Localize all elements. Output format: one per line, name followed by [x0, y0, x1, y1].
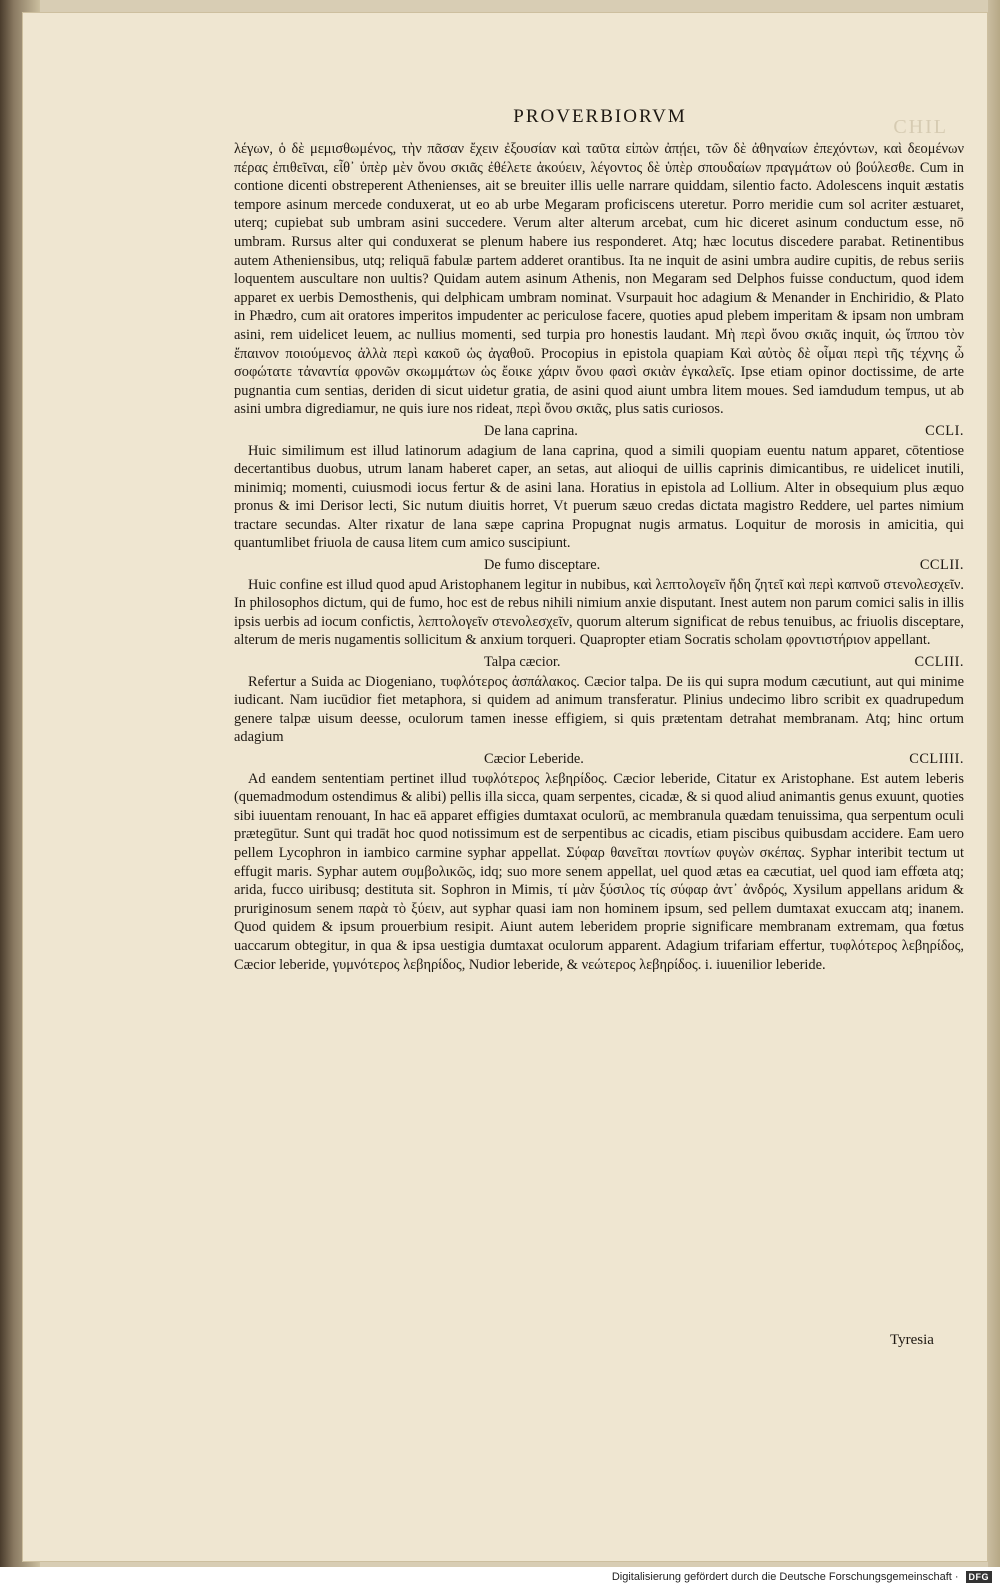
section-heading — [234, 422, 964, 441]
section-text: Refertur a Suida ac Diogeniano, τυφλότερος ἀσπάλακος. Cæcior talpa. De iis qui supra modum cæcutiunt, aut qui minime iudicant. Nam iucūdior fiet metaphora, si quidem ad animum transferatur. Plinius undecimo libro scribit ex quadrupedum genere talpæ uisum deesse, oculorum tamen inesse effigiem, si quis prætentam detrahat membranam. Atq; hinc ortum adagium — [234, 673, 964, 746]
section-number: CCLIIII. — [909, 751, 964, 767]
bleed-through-mark: CHIL — [893, 116, 948, 138]
section-heading — [234, 750, 964, 769]
section-heading — [234, 556, 964, 575]
section-title: De fumo disceptare. — [484, 557, 601, 574]
section-number: CCLI. — [925, 422, 964, 439]
footer-separator: · — [954, 1571, 959, 1583]
section-title: De lana caprina. — [484, 422, 578, 439]
section-title: Talpa cæcior. — [484, 654, 561, 671]
section-heading — [234, 653, 964, 672]
footer-credit: Digitalisierung gefördert durch die Deutsche Forschungsgemeinschaft — [611, 1571, 952, 1583]
section-text: Ad eandem sententiam pertinet illud τυφλότερος λεβηρίδος. Cæcior leberide, Citatur ex Aristophane. Est autem leberis (quemadmodum ostendimus & alibi) pellis illa sicca, quam serpentes, cicadæ, & si quod aliud animantis genus exuunt, quoties sibi iuuentam renouant, In hac eā apparet effigies dumtaxat oculorū, ac membranula quædam tenuissima, qua serpentum oculi prætegūtur. Sunt qui tradāt hoc quod notissimum est de serpentibus ac cicadis, etiam piscibus quibusdam accidere. Eam uero pellem Lycophron in iambico carmine syphar appellat. Σύφαρ θανεῖται ποντίων φυγὼν σκέπας. Syphar interibit tectum ut effugit maris. Syphar autem συμβολικῶς, idq; suo more senem appellat, uel quod ætas ea cæcutiat, uel quod iam effœta atq; arida, fucco uiribusq; destituta sit. Sophron in Mimis, τί μὰν ξύσιλος τίς σύφαρ ἀντ᾽ ἀνδρός, Xysilum appellans aridum & pruriginosum senem παρὰ τὸ ξύειν, aut syphar quasi iam non hominem ipsum, sed pellem dumtaxat exuccam atq; inanem. Quod quidem & ipsum prouerbium resipit. Aiunt autem leberidem proprie significare membranam extremam, qua fœtus uaccarum obtegitur, in qua & ipsa uestigia dumtaxat oculorum apparent. Adagium trifariam effertur, τυφλότερος λεβηρίδος, Cæcior leberide, γυμνότερος λεβηρίδος, Nudior leberide, & νεώτερος λεβηρίδος. i. iuuenilior leberide. — [234, 770, 964, 973]
section-number: CCLIII. — [914, 654, 964, 671]
section-number: CCLII. — [919, 557, 964, 574]
paragraph-continued: λέγων, ὁ δὲ μεμισθωμένος, τὴν πᾶσαν ἔχειν ἐξουσίαν καὶ ταῦτα εἰπὼν ἀπῄει, τῶν δὲ ἀθηναίων ἐπεχόντων, καὶ δεομένων πέρας ἐπιθεῖναι, εἶθ᾽ ὑπὲρ μὲν ὄνου σκιᾶς ἐθέλετε ἀκούειν, λέγοντος δὲ ὑπὲρ σπουδαίων πραγμάτων οὐ βούλεσθε. Cum in contione dicenti obstreperent Athenienses, ait se breuiter illis uelle narrare quiddam, silentio facto. Adolescens inquit æstatis tempore asinum mercede conduxerat, ut eo ab urbe Megaram proficiscens uteretur. Porro meridie cum sol acriter æstuaret, uterq; cupiebat sub umbram asini succedere. Verum alter alterum arcebat, cum hic diceret asinum conductum esse, nō umbram. Rursus alter qui conduxerat se plenum habere ius responderet. Atq; hæc locutus discedere parabat. Retinentibus autem Atheniensibus, utq; reliquā fabulæ partem adderet orantibus. Ita ne inquit de asini umbra audire cupitis, de rebus seriis loquentem auscultare non uultis? Quidam autem asinum Athenis, non Megaram sed Delphos fuisse conductum, quod idem apparet ex uerbis Demosthenis, qui delphicam umbram nominat. Vsurpauit hoc adagium & Menander in Enchiridio, & Plato in Phædro, cum ait oratores imperitos impudenter ac periculose facere, quoties apud plebem imperitam & ipsam non umbram asini, rem uidelicet leuem, ac nullius momenti, sed turpia pro honestis laudant. Μὴ περὶ ὄνου σκιᾶς inquit, ὡς ἵππου τὸν ἔπαινον ποιούμενος ἀλλὰ περὶ κακοῦ ὡς ἀγαθοῦ. Procopius in epistola quapiam Καὶ αὐτὸς δὲ οἶμαι περὶ τῆς τέχνης ὦ σοφώτατε τἀναντία φρονῶν σκωμμάτων ὡς ἔοικε χάριν ὄνου φασὶ σκιὰν ἐγκαλεῖς. Ipse etiam opinor doctissime, de arte pugnantia cum sentias, deriden di sicut uidetur gratia, de asini quod aiunt umbra litem moues. Sed iamdudum tempus, ut ab asini umbra digrediamur, ne quis iure nos rideat, περὶ ὄνου σκιᾶς, plus satis curiosos. — [234, 141, 964, 418]
catchword: Tyresia — [890, 1332, 934, 1348]
section-text: Huic confine est illud quod apud Aristophanem legitur in nubibus, καὶ λεπτολογεῖν ἤδη ζητεῖ καὶ περὶ καπνοῦ στενολεσχεῖν. In philosophos dictum, qui de fumo, hoc est de rebus nihili nimium anxie disputant. Inest autem non parum comici salis in illis ipsis uerbis ad iocum confictis, λεπτολογεῖν στενολεσχεῖν, quorum alterum significat de rebus tenuibus, ac friuolis disceptare, alterum de meris nugamentis sollicitum & anxium torqueri. Quapropter etiam Socratis scholam φροντιστήριον appellant. — [234, 576, 964, 649]
book-page — [22, 12, 988, 1562]
dfg-logo-icon: DFG — [966, 1571, 993, 1583]
running-head: PROVERBIORVM — [513, 106, 687, 127]
section-text: Huic similimum est illud latinorum adagium de lana caprina, quod a simili quopiam euentu natum apparet, cōtentiose decertantibus duobus, utrum lanam haberet caper, an setas, aut alioqui de uillis caprinis dimicantibus, re uidelicet inutili, minimiq; momenti, cuiusmodi iocus fertur & de asini lana. Horatius in epistola ad Lollium. Alter in obsequium plus æquo pronus & imi Derisor lecti, Sic nutum diuitis horret, Vt puerum sæuo credas dictata magistro Reddere, uel partes nimium tractare secundas. Alter rixatur de lana sæpe caprina Propugnat nugis armatus. Loquitur de morosis in amicitia, qui quantumlibet friuola de causa litem cum amico suscipiunt. — [234, 442, 964, 552]
main-text — [234, 140, 964, 974]
page-edge — [988, 0, 1000, 1567]
section-title: Cæcior Leberide. — [484, 751, 584, 767]
digitization-footer — [0, 1567, 1000, 1587]
